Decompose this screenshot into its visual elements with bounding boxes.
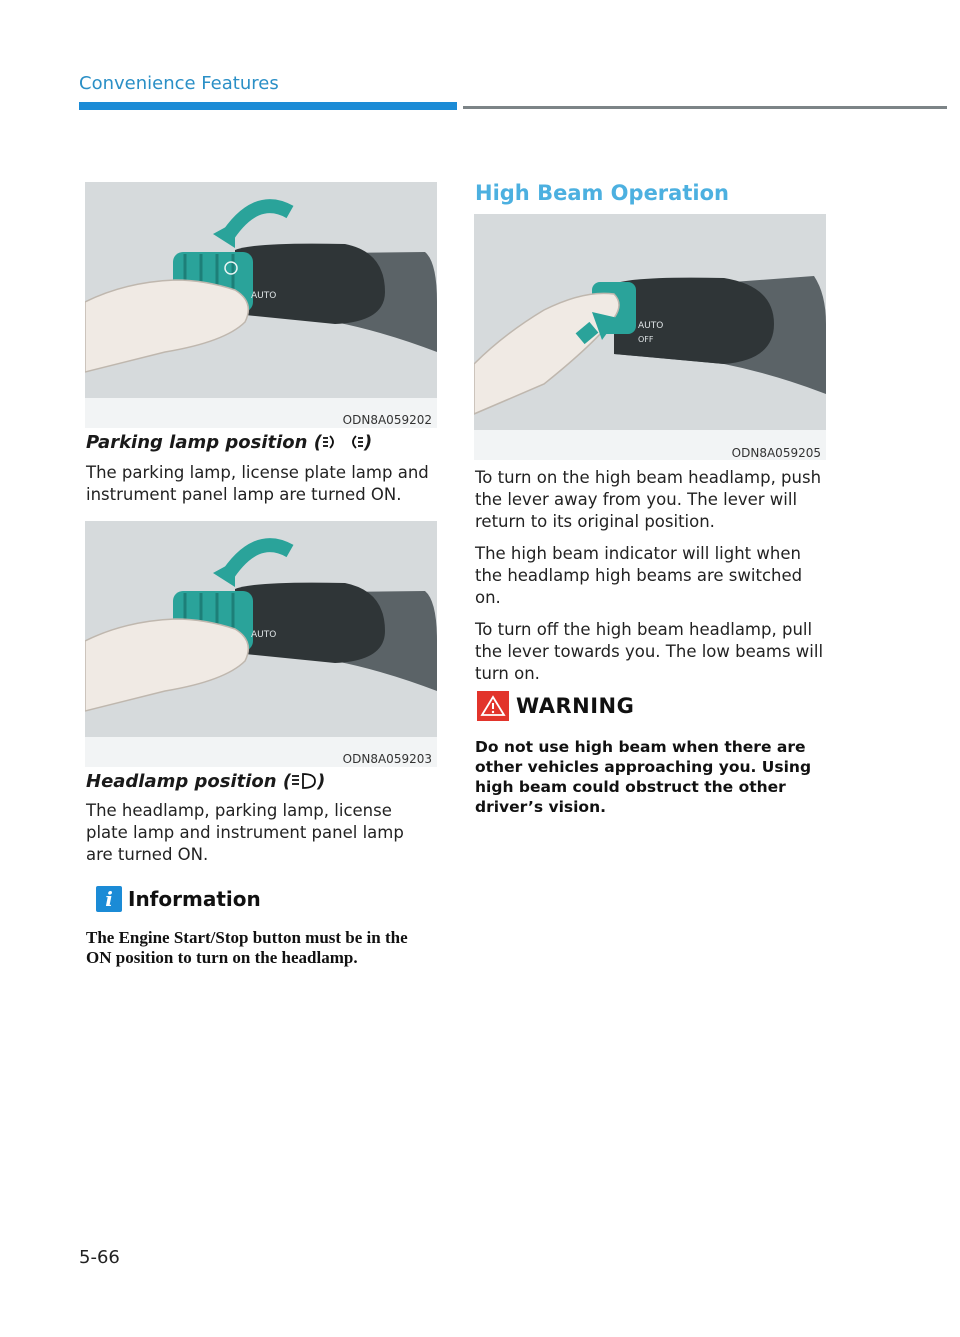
headlamp-text: The headlamp, parking lamp, license plate lamp and instrument panel lamp are turned ON. <box>86 801 404 864</box>
figure-parking-lamp <box>85 182 437 398</box>
warning-icon <box>477 691 509 721</box>
page-number: 5-66 <box>79 1247 120 1268</box>
figure-code: ODN8A059205 <box>731 446 821 460</box>
header-rule <box>463 106 947 109</box>
info-icon: i <box>96 886 122 912</box>
paragraph: To turn on the high beam headlamp, push the lever away from you. The lever will return to its original position. <box>475 468 822 531</box>
lever-label-auto: AUTO <box>251 630 277 640</box>
figure-headlamp <box>85 521 437 737</box>
lever-label-auto: AUTO <box>251 291 277 301</box>
lever-label-off: OFF <box>638 335 654 344</box>
headlamp-heading: Headlamp position ( ) <box>86 771 325 796</box>
paragraph: The high beam indicator will light when the headlamp high beams are switched on. <box>475 544 803 607</box>
figure-code: ODN8A059203 <box>342 752 432 766</box>
information-heading <box>96 886 261 912</box>
parking-lamp-text: The parking lamp, license plate lamp and instrument panel lamp are turned ON. <box>86 463 429 504</box>
warning-title: WARNING <box>516 694 635 718</box>
information-title: Information <box>128 887 261 911</box>
paragraph: To turn off the high beam headlamp, pull the lever towards you. The low beams will turn on. <box>475 620 824 683</box>
warning-text: Do not use high beam when there are other vehicles approaching you. Using high beam could obstruct the other driver’s vision. <box>475 738 812 816</box>
header-section-title: Convenience Features <box>79 73 279 94</box>
parking-lamp-icon <box>322 432 364 457</box>
warning-heading <box>477 691 634 721</box>
figure-high-beam <box>474 214 826 430</box>
high-beam-text <box>475 467 825 695</box>
lever-label-auto: AUTO <box>638 321 664 331</box>
parking-lamp-heading: Parking lamp position ( ) <box>86 432 372 457</box>
headlamp-icon <box>291 771 317 796</box>
information-text: The Engine Start/Stop button must be in the ON position to turn on the headlamp. <box>86 928 408 967</box>
section-title-high-beam: High Beam Operation <box>475 181 729 205</box>
figure-code: ODN8A059202 <box>342 413 432 427</box>
header-rule-accent <box>79 102 457 110</box>
